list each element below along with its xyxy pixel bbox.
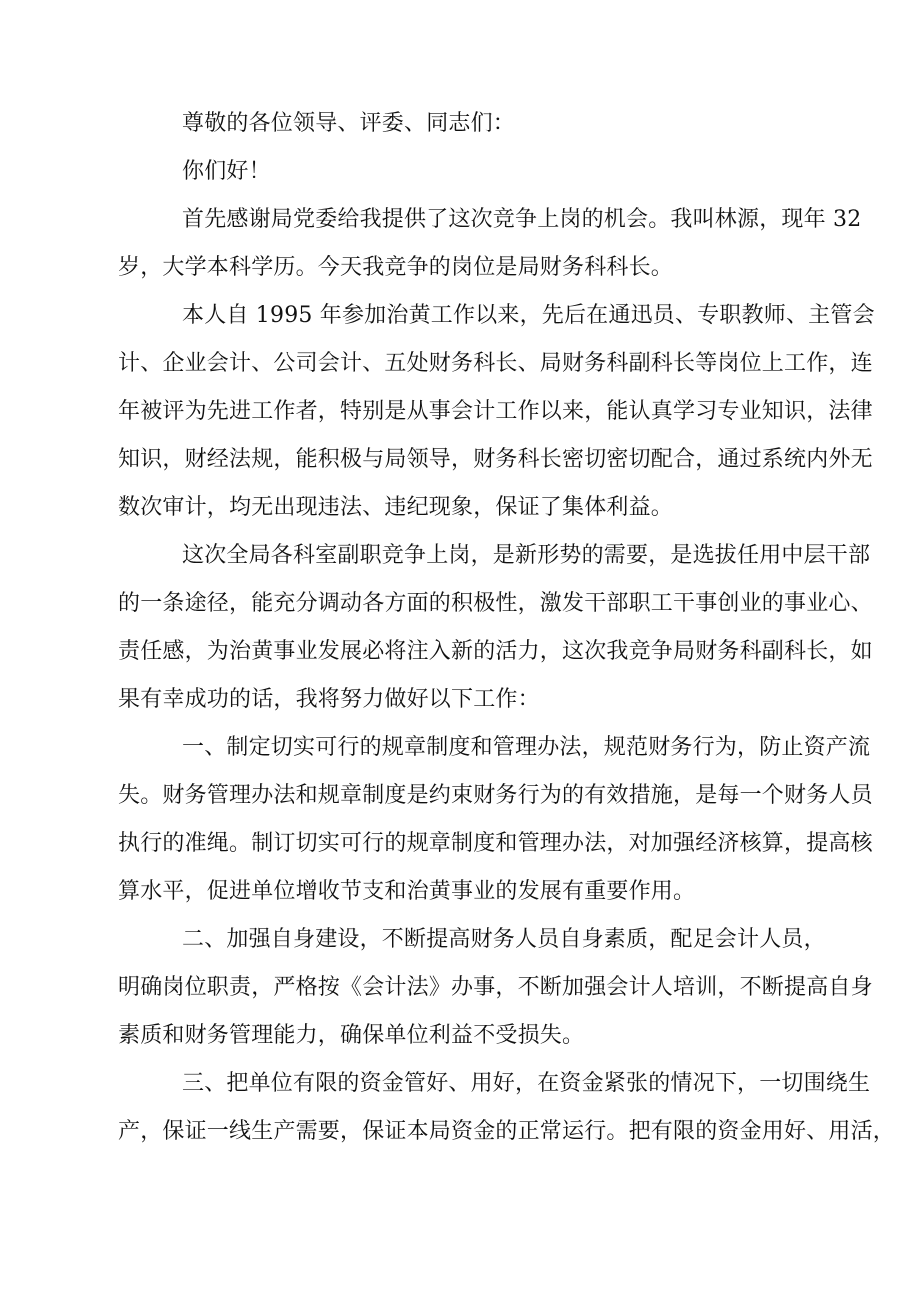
- greeting-line: 尊敬的各位领导、评委、同志们：: [182, 111, 516, 136]
- paragraph-2-line-1: 本人自 1995 年参加治黄工作以来，先后在通迅员、专职教师、主管会: [182, 303, 875, 328]
- paragraph-5-line-2: 明确岗位职责，严格按《会计法》办事，不断加强会计人培训，不断提高自身: [118, 975, 873, 1000]
- hello-line: 你们好！: [182, 159, 271, 184]
- paragraph-3-line-2: 的一条途径，能充分调动各方面的积极性，激发干部职工干事创业的事业心、: [118, 591, 873, 616]
- paragraph-2-line-4: 知识，财经法规，能积极与局领导，财务科长密切密切配合，通过系统内外无: [118, 447, 873, 472]
- paragraph-3-line-1: 这次全局各科室副职竞争上岗，是新形势的需要，是选拔任用中层干部: [182, 543, 871, 568]
- paragraph-4-line-1: 一、制定切实可行的规章制度和管理办法，规范财务行为，防止资产流: [182, 735, 871, 760]
- paragraph-5-line-3: 素质和财务管理能力，确保单位利益不受损失。: [118, 1023, 585, 1048]
- paragraph-4-line-2: 失。财务管理办法和规章制度是约束财务行为的有效措施，是每一个财务人员: [118, 783, 873, 808]
- paragraph-4-line-4: 算水平，促进单位增收节支和治黄事业的发展有重要作用。: [118, 879, 696, 904]
- paragraph-6-line-1: 三、把单位有限的资金管好、用好，在资金紧张的情况下，一切围绕生: [182, 1071, 871, 1096]
- paragraph-2-line-2: 计、企业会计、公司会计、五处财务科长、局财务科副科长等岗位上工作，连: [118, 351, 873, 376]
- paragraph-5-line-1: 二、加强自身建设，不断提高财务人员自身素质，配足会计人员，: [182, 927, 826, 952]
- paragraph-6-line-2: 产，保证一线生产需要，保证本局资金的正常运行。把有限的资金用好、用活，: [118, 1119, 896, 1144]
- paragraph-3-line-3: 责任感，为治黄事业发展必将注入新的活力，这次我竞争局财务科副科长，如: [118, 639, 873, 664]
- paragraph-2-line-3: 年被评为先进工作者，特别是从事会计工作以来，能认真学习专业知识，法律: [118, 399, 873, 424]
- paragraph-1-line-1: 首先感谢局党委给我提供了这次竞争上岗的机会。我叫林源，现年 32: [182, 207, 862, 232]
- paragraph-4-line-3: 执行的准绳。制订切实可行的规章制度和管理办法，对加强经济核算，提高核: [118, 831, 873, 856]
- paragraph-1-line-2: 岁，大学本科学历。今天我竞争的岗位是局财务科科长。: [118, 255, 674, 280]
- paragraph-3-line-4: 果有幸成功的话，我将努力做好以下工作：: [118, 687, 540, 712]
- paragraph-2-line-5: 数次审计，均无出现违法、违纪现象，保证了集体利益。: [118, 495, 674, 520]
